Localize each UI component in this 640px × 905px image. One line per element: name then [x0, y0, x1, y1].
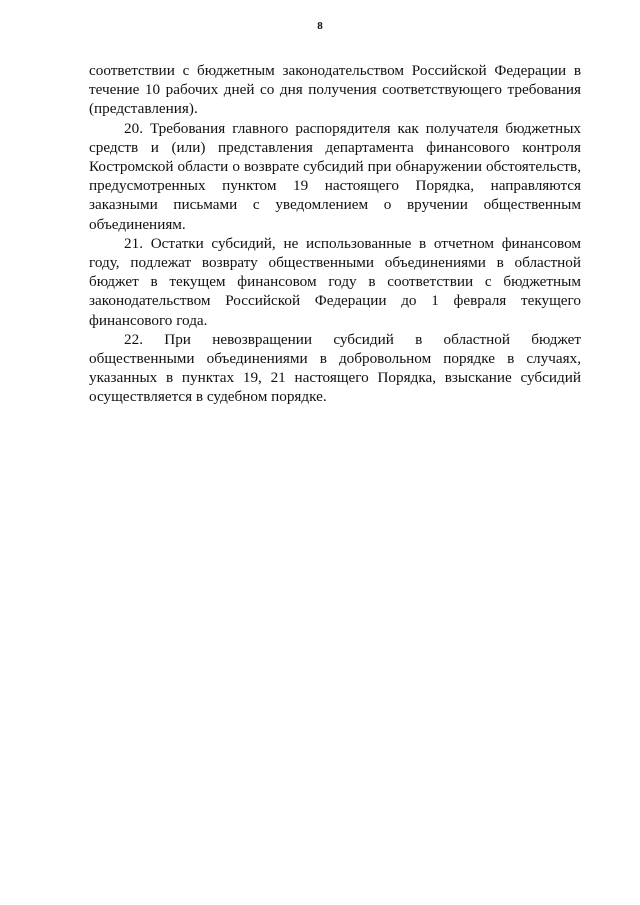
paragraph-continuation: соответствии с бюджетным законодательством Российской Федерации в течение 10 рабочих дней со дня получения соответствующего требования (представления). [89, 62, 581, 118]
paragraph-22: 22. При невозвращении субсидий в областной бюджет общественными объединениями в добровольном порядке в случаях, указанных в пунктах 19, 21 настоящего Порядка, взыскание субсидий осуществляется в судебном порядке. [89, 330, 581, 406]
document-body [89, 61, 581, 407]
paragraph-21: 21. Остатки субсидий, не использованные в отчетном финансовом году, подлежат возврату общественными объединениями в областной бюджет в текущем финансовом году в соответствии с бюджетным законодательством Российской Федерации до 1 февраля текущего финансового года. [89, 234, 581, 329]
paragraph-20: 20. Требования главного распорядителя как получателя бюджетных средств и (или) представления департамента финансового контроля Костромской области о возврате субсидий при обнаружении обстоятельств, предусмотренных пунктом 19 настоящего Порядка, направляются заказными письмами с уведомлением о вручении общественным объединениям. [89, 119, 581, 233]
page-number: 8 [317, 20, 323, 32]
